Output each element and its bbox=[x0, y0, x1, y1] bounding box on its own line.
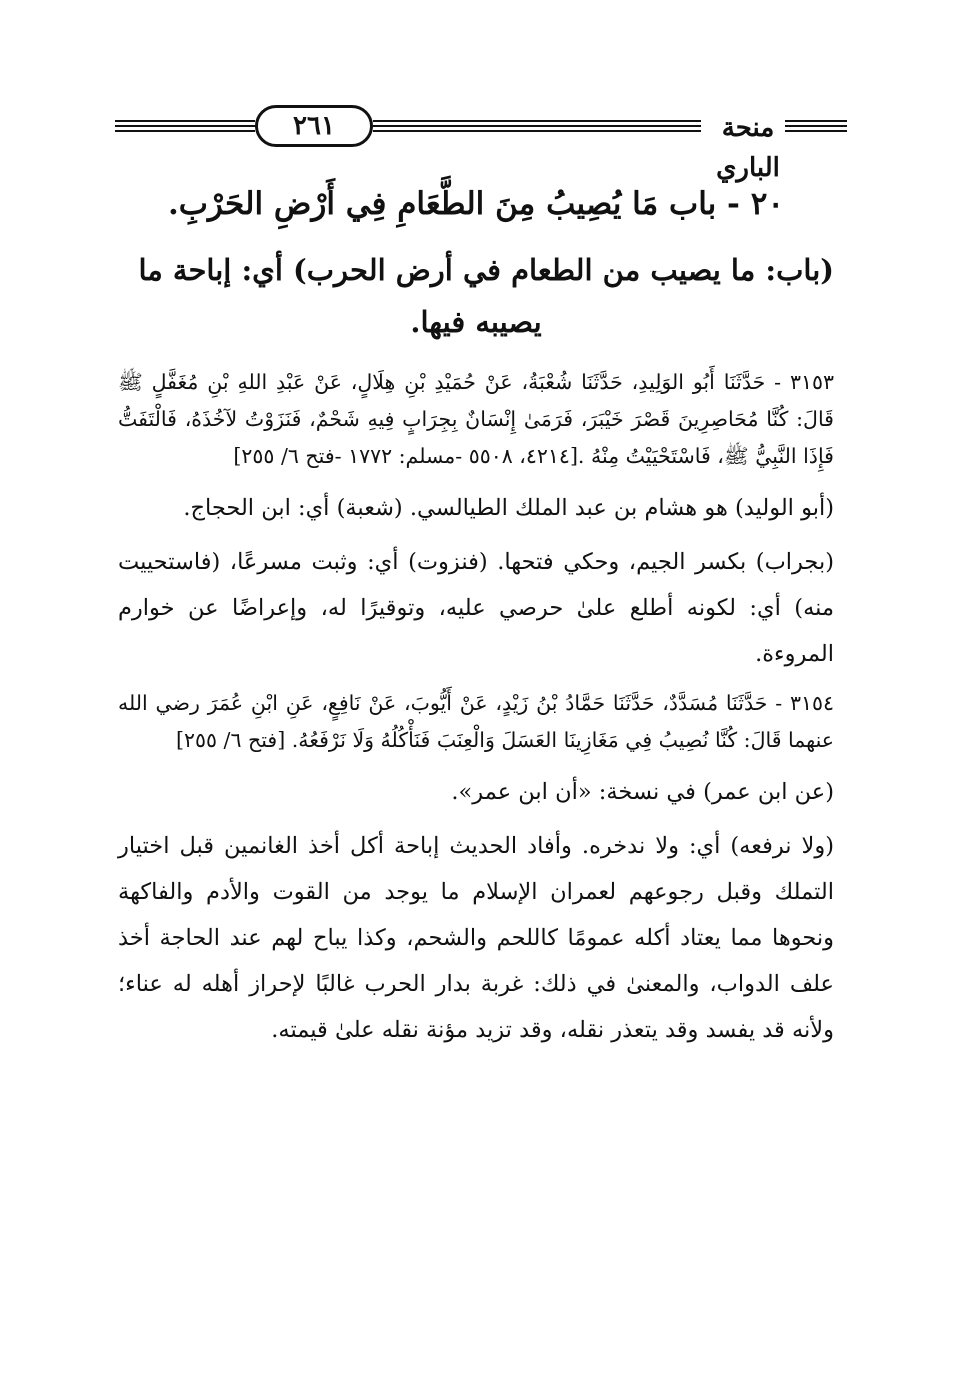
hadith-3154: ٣١٥٤ - حَدَّثَنَا مُسَدَّدٌ، حَدَّثَنَا حَمَّادُ بْنُ زَيْدٍ، عَنْ أَيُّوبَ، عَنْ نَافِعٍ، عَنِ ابْنِ عُمَرَ رضي الله عنهما قَالَ: كُنَّا نُصِيبُ فِي مَغَازِينَا العَسَلَ وَالْعِنَبَ فَنَأْكُلُهُ وَلَا نَرْفَعُهُ. [فتح ٦/ ٢٥٥] bbox=[118, 691, 834, 752]
page-content bbox=[118, 182, 834, 1061]
chapter-title: ٢٠ - باب مَا يُصِيبُ مِنَ الطَّعَامِ فِي أَرْضِ الحَرْبِ. bbox=[167, 186, 785, 222]
commentary-paragraph: (أبو الوليد) هو هشام بن عبد الملك الطيالسي. (شعبة) أي: ابن الحجاج. bbox=[183, 495, 834, 521]
commentary-paragraph: (بجراب) بكسر الجيم، وحكي فتحها. (فنزوت) أي: وثبت مسرعًا، (فاستحييت منه) أي: لكونه أطلع علىٰ حرصي عليه، وتوقيرًا له، وإعراضًا عن خوارم المروءة. bbox=[118, 549, 834, 667]
commentary-paragraph: (ولا نرفعه) أي: ولا ندخره. وأفاد الحديث إباحة أكل أخذ الغانمين قبل اختيار التملك وقبل رجوعهم لعمران الإسلام ما يوجد من القوت والأدم والفاكهة ونحوها مما يعتاد أكله عمومًا كاللحم والشحم، وكذا يباح لهم عند الحاجة أخذ علف الدواب، والمعنىٰ في ذلك: غربة بدار الحرب غالبًا لإحراز أهله له عناء؛ ولأنه قد يفسد وقد يتعذر نقله، وقد تزيد مؤنة نقله علىٰ قيمته. bbox=[118, 833, 834, 1043]
hadith-3153: ٣١٥٣ - حَدَّثَنَا أَبُو الوَلِيدِ، حَدَّثَنَا شُعْبَةُ، عَنْ حُمَيْدِ بْنِ هِلَالٍ، عَنْ عَبْدِ اللهِ بْنِ مُغَفَّلٍ ﷺ قَالَ: كُنَّا مُحَاصِرِينَ قَصْرَ خَيْبَرَ، فَرَمَىٰ إِنْسَانٌ بِجِرَابٍ فِيهِ شَحْمٌ، فَنَزَوْتُ لآخُذَهُ، فَالْتَفَتُّ فَإِذَا النَّبِيُّ ﷺ، فَاسْتَحْيَيْتُ مِنْهُ .[٤٢١٤، ٥٥٠٨ -مسلم: ١٧٧٢ -فتح ٦/ ٢٥٥] bbox=[118, 370, 834, 468]
commentary-paragraph: (عن ابن عمر) في نسخة: «أن ابن عمر». bbox=[451, 779, 834, 805]
page-header bbox=[115, 100, 835, 183]
chapter-description bbox=[118, 244, 834, 348]
book-title: منحة الباري bbox=[716, 113, 780, 183]
chapter-description-line-1: (باب: ما يصيب من الطعام في أرض الحرب) أي: إباحة ما bbox=[138, 253, 834, 287]
header-rule-left bbox=[115, 120, 255, 135]
chapter-description-line-2: يصيبه فيها. bbox=[410, 305, 542, 339]
page-number: ٢٦١ bbox=[255, 105, 373, 147]
header-rule-right bbox=[785, 120, 847, 135]
header-rule-middle bbox=[373, 120, 701, 135]
